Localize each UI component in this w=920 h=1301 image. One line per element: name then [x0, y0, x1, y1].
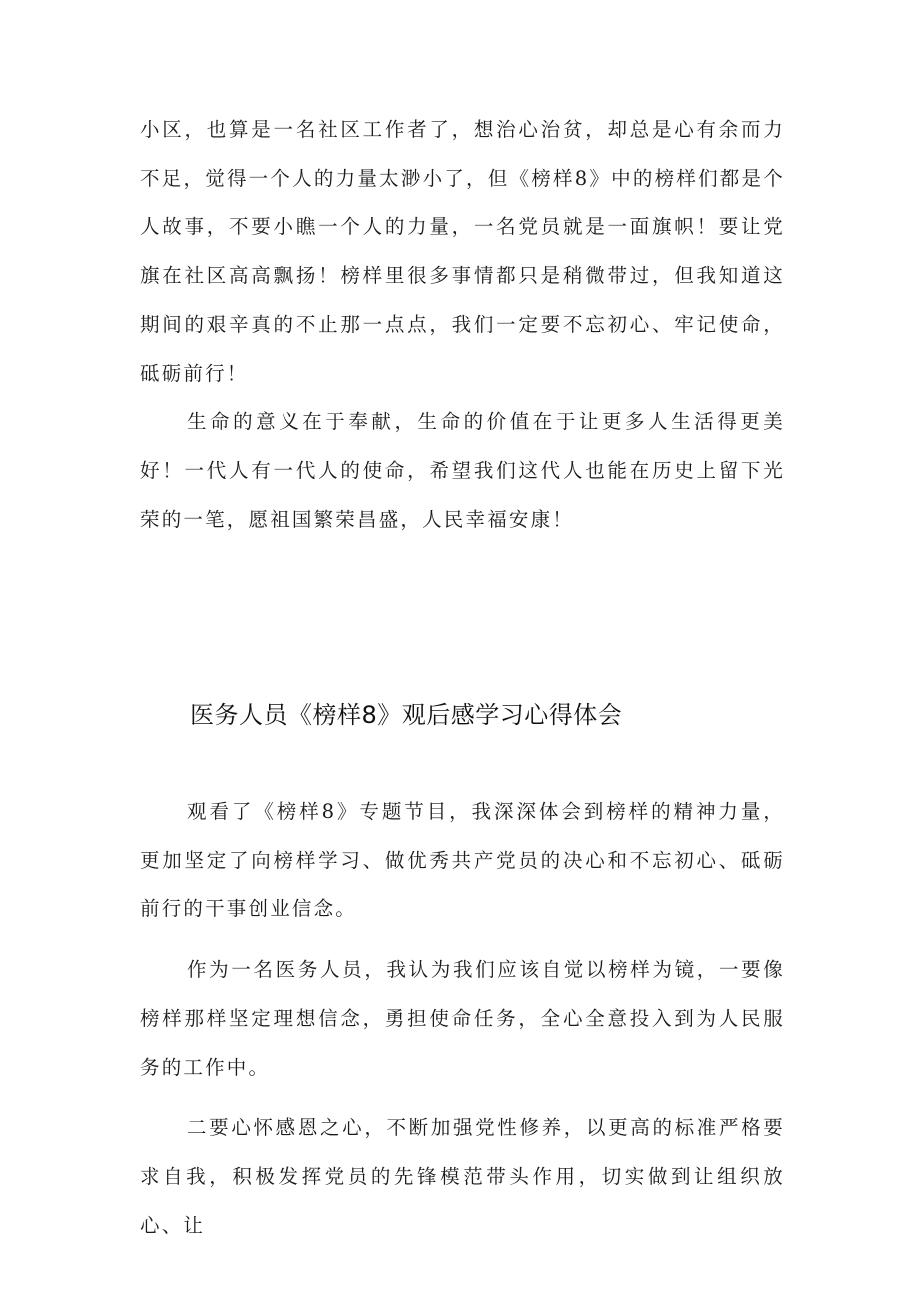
paragraph-gap: [140, 1092, 785, 1104]
essay-title: 医务人员《榜样8》观后感学习心得体会: [190, 701, 623, 729]
paragraph-gap: [140, 934, 785, 946]
paragraph-gratitude: 二要心怀感恩之心，不断加强党性修养，以更高的标准严格要求自我，积极发挥党员的先锋模范带头作用，切实做到让组织放心、让: [140, 1116, 785, 1237]
paragraph-as-medical-worker: 作为一名医务人员，我认为我们应该自觉以榜样为镜，一要像榜样那样坚定理想信念，勇担使命任务，全心全意投入到为人民服务的工作中。: [140, 958, 785, 1079]
essay-continuation: [140, 106, 785, 544]
paragraph-watched-program: 观看了《榜样8》专题节目，我深深体会到榜样的精神力量，更加坚定了向榜样学习、做优秀共产党员的决心和不忘初心、砥砺前行的干事创业信念。: [140, 800, 785, 921]
medical-staff-essay: [140, 688, 785, 1250]
paragraph-meaning-of-life: 生命的意义在于奉献，生命的价值在于让更多人生活得更美好！一代人有一代人的使命，希望我们这代人也能在历史上留下光荣的一笔，愿祖国繁荣昌盛，人民幸福安康！: [140, 410, 785, 531]
paragraph-community-worker: 小区，也算是一名社区工作者了，想治心治贫，却总是心有余而力不足，觉得一个人的力量太渺小了，但《榜样8》中的榜样们都是个人故事，不要小瞧一个人的力量，一名党员就是一面旗帜！要让党旗在社区高高飘扬！榜样里很多事情都只是稍微带过，但我知道这期间的艰辛真的不止那一点点，我们一定要不忘初心、牢记使命，砥砺前行！: [140, 118, 785, 385]
